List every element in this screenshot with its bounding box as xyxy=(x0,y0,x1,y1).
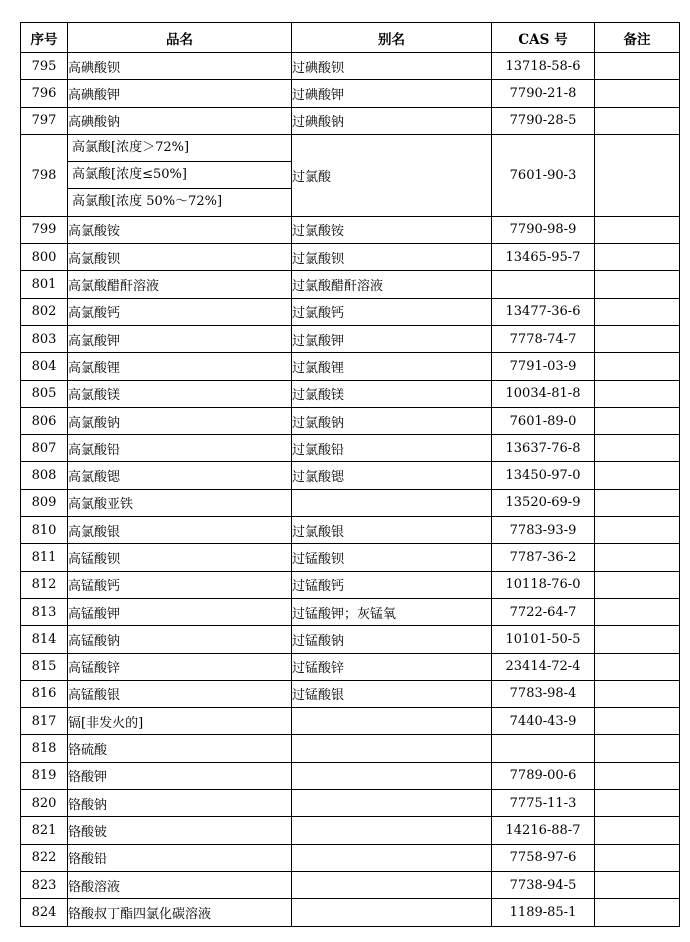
table-row xyxy=(21,244,680,271)
alias-cell: 过氯酸钙 xyxy=(292,298,492,325)
note-cell xyxy=(595,462,680,489)
name-cell: 铬酸铅 xyxy=(68,844,292,871)
cas-cell: 7775-11-3 xyxy=(492,790,595,817)
table-row xyxy=(21,407,680,434)
seq-cell: 801 xyxy=(21,271,68,298)
cas-cell: 7783-93-9 xyxy=(492,517,595,544)
table-row xyxy=(21,435,680,462)
alias-cell: 过氯酸 xyxy=(292,134,492,216)
seq-cell: 803 xyxy=(21,325,68,352)
alias-cell: 过锰酸银 xyxy=(292,680,492,707)
table-row xyxy=(21,216,680,243)
table-row xyxy=(21,708,680,735)
name-cell: 高氯酸银 xyxy=(68,517,292,544)
table-row xyxy=(21,325,680,352)
name-cell: 高锰酸锌 xyxy=(68,653,292,680)
header-alias: 别名 xyxy=(292,23,492,53)
alias-cell: 过锰酸钙 xyxy=(292,571,492,598)
cas-cell: 7790-21-8 xyxy=(492,80,595,107)
seq-cell: 802 xyxy=(21,298,68,325)
alias-cell: 过氯酸铅 xyxy=(292,435,492,462)
name-cell: 高锰酸钠 xyxy=(68,626,292,653)
alias-cell: 过氯酸镁 xyxy=(292,380,492,407)
table-row xyxy=(21,762,680,789)
header-seq: 序号 xyxy=(21,23,68,53)
cas-cell: 7790-28-5 xyxy=(492,107,595,134)
seq-cell: 805 xyxy=(21,380,68,407)
name-cell-multi xyxy=(68,134,292,216)
name-cell: 铬硫酸 xyxy=(68,735,292,762)
alias-cell: 过锰酸锌 xyxy=(292,653,492,680)
name-cell: 高锰酸钾 xyxy=(68,598,292,625)
table-row xyxy=(21,844,680,871)
name-cell: 铬酸钠 xyxy=(68,790,292,817)
name-cell: 高氯酸钡 xyxy=(68,244,292,271)
seq-cell: 811 xyxy=(21,544,68,571)
seq-cell: 796 xyxy=(21,80,68,107)
cas-cell: 7787-36-2 xyxy=(492,544,595,571)
seq-cell: 814 xyxy=(21,626,68,653)
alias-cell: 过氯酸铵 xyxy=(292,216,492,243)
seq-cell: 797 xyxy=(21,107,68,134)
cas-cell xyxy=(492,271,595,298)
name-cell: 高锰酸银 xyxy=(68,680,292,707)
cas-cell: 13637-76-8 xyxy=(492,435,595,462)
cas-cell: 7790-98-9 xyxy=(492,216,595,243)
alias-cell: 过氯酸钠 xyxy=(292,407,492,434)
cas-cell: 13450-97-0 xyxy=(492,462,595,489)
table-row xyxy=(21,107,680,134)
note-cell xyxy=(595,107,680,134)
note-cell xyxy=(595,53,680,80)
header-name: 品名 xyxy=(68,23,292,53)
note-cell xyxy=(595,353,680,380)
name-cell: 高锰酸钙 xyxy=(68,571,292,598)
seq-cell: 800 xyxy=(21,244,68,271)
name-cell: 高氯酸钙 xyxy=(68,298,292,325)
alias-cell: 过碘酸钠 xyxy=(292,107,492,134)
name-cell: 镉[非发火的] xyxy=(68,708,292,735)
cas-cell: 7778-74-7 xyxy=(492,325,595,352)
name-cell: 高氯酸钾 xyxy=(68,325,292,352)
note-cell xyxy=(595,708,680,735)
table-row xyxy=(21,517,680,544)
cas-cell: 13718-58-6 xyxy=(492,53,595,80)
alias-cell: 过锰酸钠 xyxy=(292,626,492,653)
name-cell: 高氯酸锂 xyxy=(68,353,292,380)
cas-cell: 23414-72-4 xyxy=(492,653,595,680)
table-row xyxy=(21,735,680,762)
alias-cell: 过氯酸醋酐溶液 xyxy=(292,271,492,298)
name-sub-1: 高氯酸[浓度＞72%] xyxy=(68,135,291,162)
table-row xyxy=(21,80,680,107)
alias-cell: 过氯酸钡 xyxy=(292,244,492,271)
table-row xyxy=(21,680,680,707)
alias-cell xyxy=(292,844,492,871)
name-cell: 高碘酸钾 xyxy=(68,80,292,107)
seq-cell: 821 xyxy=(21,817,68,844)
table-row xyxy=(21,899,680,926)
alias-cell: 过氯酸钾 xyxy=(292,325,492,352)
header-note: 备注 xyxy=(595,23,680,53)
note-cell xyxy=(595,325,680,352)
name-cell: 高氯酸镁 xyxy=(68,380,292,407)
seq-cell: 815 xyxy=(21,653,68,680)
table-row xyxy=(21,298,680,325)
table-row xyxy=(21,626,680,653)
seq-cell: 809 xyxy=(21,489,68,516)
name-cell: 高氯酸亚铁 xyxy=(68,489,292,516)
table-row xyxy=(21,598,680,625)
table-body-b xyxy=(21,216,680,926)
alias-cell xyxy=(292,489,492,516)
note-cell xyxy=(595,626,680,653)
cas-cell: 7738-94-5 xyxy=(492,871,595,898)
note-cell xyxy=(595,271,680,298)
cas-cell: 13520-69-9 xyxy=(492,489,595,516)
seq-cell: 822 xyxy=(21,844,68,871)
alias-cell xyxy=(292,899,492,926)
note-cell xyxy=(595,380,680,407)
cas-cell: 10118-76-0 xyxy=(492,571,595,598)
seq-cell: 823 xyxy=(21,871,68,898)
cas-cell: 14216-88-7 xyxy=(492,817,595,844)
cas-cell: 13465-95-7 xyxy=(492,244,595,271)
note-cell xyxy=(595,598,680,625)
name-sub-3: 高氯酸[浓度 50%～72%] xyxy=(72,194,223,210)
alias-cell xyxy=(292,735,492,762)
note-cell xyxy=(595,653,680,680)
note-cell xyxy=(595,216,680,243)
table-row xyxy=(21,271,680,298)
cas-cell: 7783-98-4 xyxy=(492,680,595,707)
cas-cell: 7440-43-9 xyxy=(492,708,595,735)
name-cell: 高氯酸锶 xyxy=(68,462,292,489)
table-row xyxy=(21,653,680,680)
note-cell xyxy=(595,435,680,462)
cas-cell: 7791-03-9 xyxy=(492,353,595,380)
seq-cell: 804 xyxy=(21,353,68,380)
seq-cell: 820 xyxy=(21,790,68,817)
table-body-798 xyxy=(21,134,680,216)
table-body-a xyxy=(21,53,680,135)
alias-cell xyxy=(292,871,492,898)
note-cell xyxy=(595,134,680,216)
seq-cell: 816 xyxy=(21,680,68,707)
alias-cell xyxy=(292,762,492,789)
note-cell xyxy=(595,680,680,707)
seq-cell: 798 xyxy=(21,134,68,216)
header-cas: CAS 号 xyxy=(492,23,595,53)
seq-cell: 813 xyxy=(21,598,68,625)
note-cell xyxy=(595,489,680,516)
alias-cell: 过氯酸银 xyxy=(292,517,492,544)
alias-cell xyxy=(292,708,492,735)
cas-cell: 7601-89-0 xyxy=(492,407,595,434)
seq-cell: 817 xyxy=(21,708,68,735)
header-row xyxy=(21,23,680,53)
note-cell xyxy=(595,407,680,434)
alias-cell: 过氯酸锂 xyxy=(292,353,492,380)
note-cell xyxy=(595,844,680,871)
table-row xyxy=(21,53,680,80)
note-cell xyxy=(595,80,680,107)
seq-cell: 818 xyxy=(21,735,68,762)
table-row xyxy=(21,489,680,516)
cas-cell: 7722-64-7 xyxy=(492,598,595,625)
note-cell xyxy=(595,735,680,762)
cas-cell: 7789-00-6 xyxy=(492,762,595,789)
name-cell: 高碘酸钡 xyxy=(68,53,292,80)
name-cell: 铬酸叔丁酯四氯化碳溶液 xyxy=(68,899,292,926)
note-cell xyxy=(595,544,680,571)
name-cell: 高氯酸醋酐溶液 xyxy=(68,271,292,298)
seq-cell: 819 xyxy=(21,762,68,789)
seq-cell: 795 xyxy=(21,53,68,80)
note-cell xyxy=(595,244,680,271)
name-cell: 高氯酸铵 xyxy=(68,216,292,243)
seq-cell: 807 xyxy=(21,435,68,462)
table-row xyxy=(21,462,680,489)
table-row xyxy=(21,380,680,407)
alias-cell: 过氯酸锶 xyxy=(292,462,492,489)
alias-cell xyxy=(292,790,492,817)
table-row xyxy=(21,571,680,598)
table-row xyxy=(21,353,680,380)
note-cell xyxy=(595,762,680,789)
seq-cell: 808 xyxy=(21,462,68,489)
cas-cell: 10101-50-5 xyxy=(492,626,595,653)
cas-cell xyxy=(492,735,595,762)
note-cell xyxy=(595,899,680,926)
alias-cell: 过锰酸钡 xyxy=(292,544,492,571)
note-cell xyxy=(595,817,680,844)
seq-cell: 824 xyxy=(21,899,68,926)
name-cell: 铬酸钾 xyxy=(68,762,292,789)
seq-cell: 812 xyxy=(21,571,68,598)
name-sub-2: 高氯酸[浓度≤50%] xyxy=(68,162,291,189)
alias-cell: 过锰酸钾；灰锰氧 xyxy=(292,598,492,625)
name-cell: 铬酸溶液 xyxy=(68,871,292,898)
cas-cell: 7758-97-6 xyxy=(492,844,595,871)
seq-cell: 810 xyxy=(21,517,68,544)
cas-cell: 13477-36-6 xyxy=(492,298,595,325)
seq-cell: 806 xyxy=(21,407,68,434)
table-row xyxy=(21,134,680,216)
note-cell xyxy=(595,571,680,598)
note-cell xyxy=(595,790,680,817)
table-row xyxy=(21,871,680,898)
seq-cell: 799 xyxy=(21,216,68,243)
chemical-table xyxy=(20,22,680,927)
name-cell: 高氯酸钠 xyxy=(68,407,292,434)
note-cell xyxy=(595,517,680,544)
note-cell xyxy=(595,298,680,325)
table-row xyxy=(21,817,680,844)
cas-cell: 7601-90-3 xyxy=(492,134,595,216)
alias-cell xyxy=(292,817,492,844)
alias-cell: 过碘酸钾 xyxy=(292,80,492,107)
cas-cell: 1189-85-1 xyxy=(492,899,595,926)
note-cell xyxy=(595,871,680,898)
table-row xyxy=(21,544,680,571)
cas-cell: 10034-81-8 xyxy=(492,380,595,407)
name-cell: 铬酸铍 xyxy=(68,817,292,844)
table-row xyxy=(21,790,680,817)
name-cell: 高氯酸铅 xyxy=(68,435,292,462)
alias-cell: 过碘酸钡 xyxy=(292,53,492,80)
name-cell: 高碘酸钠 xyxy=(68,107,292,134)
name-cell: 高锰酸钡 xyxy=(68,544,292,571)
